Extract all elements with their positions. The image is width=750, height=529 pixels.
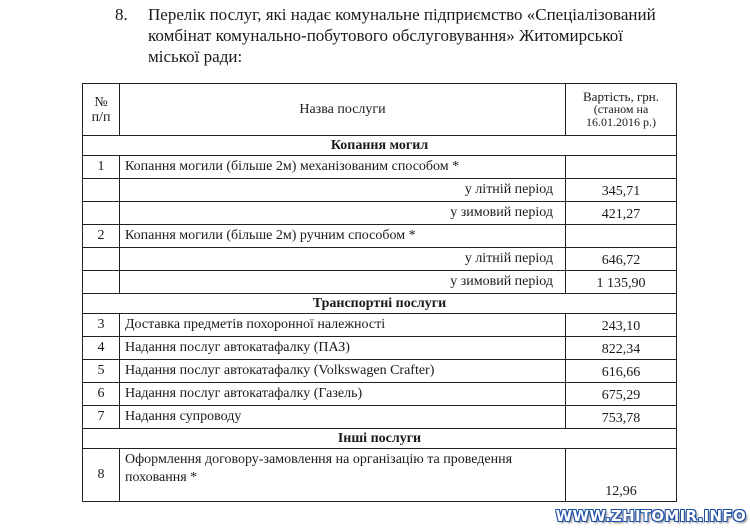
header-number-line: п/п <box>91 109 111 125</box>
row-number: 1 <box>83 156 120 179</box>
table-row <box>83 156 677 179</box>
service-name: у літній період <box>120 179 566 202</box>
service-name: Надання послуг автокатафалку (ПАЗ) <box>120 337 566 360</box>
table-row <box>83 202 677 225</box>
section-row <box>83 136 677 156</box>
section-row <box>83 294 677 314</box>
header-price <box>566 84 677 136</box>
service-price: 12,96 <box>566 449 677 502</box>
service-name: Оформлення договору-замовлення на організацію та проведення поховання * <box>120 449 566 502</box>
table-row <box>83 271 677 294</box>
table-row <box>83 383 677 406</box>
service-price: 421,27 <box>566 202 677 225</box>
heading-line: комбінат комунально-побутового обслуговування» Житомирської <box>148 26 623 45</box>
table-body <box>83 136 677 502</box>
row-number <box>83 248 120 271</box>
table-row <box>83 406 677 429</box>
row-number <box>83 202 120 225</box>
service-name: Надання послуг автокатафалку (Газель) <box>120 383 566 406</box>
service-name: Доставка предметів похоронної належності <box>120 314 566 337</box>
header-number-line: № <box>94 94 108 110</box>
table-row <box>83 314 677 337</box>
row-number: 3 <box>83 314 120 337</box>
services-table <box>82 83 677 502</box>
section-title: Копання могил <box>83 136 677 156</box>
table-row <box>83 360 677 383</box>
row-number <box>83 271 120 294</box>
service-price <box>566 225 677 248</box>
table-row <box>83 337 677 360</box>
row-number: 5 <box>83 360 120 383</box>
service-name: Копання могили (більше 2м) механізованим способом * <box>120 156 566 179</box>
header-price-date: (станом на <box>593 102 649 116</box>
service-name: у зимовий період <box>120 202 566 225</box>
header-price-title: Вартість, грн. <box>583 89 659 104</box>
row-number: 7 <box>83 406 120 429</box>
service-name: Копання могили (більше 2м) ручним способом * <box>120 225 566 248</box>
row-number: 2 <box>83 225 120 248</box>
row-number: 8 <box>83 449 120 502</box>
header-service-name: Назва послуги <box>120 84 566 136</box>
table-header-row <box>83 84 677 136</box>
service-price: 675,29 <box>566 383 677 406</box>
heading-line: Перелік послуг, які надає комунальне підприємство «Спеціалізований <box>148 5 656 24</box>
row-number: 4 <box>83 337 120 360</box>
service-price: 822,34 <box>566 337 677 360</box>
header-price-date: 16.01.2016 р.) <box>586 115 656 129</box>
heading-line: міської ради: <box>148 47 243 66</box>
row-number <box>83 179 120 202</box>
heading-text <box>148 4 738 67</box>
service-price: 616,66 <box>566 360 677 383</box>
heading-number: 8. <box>115 5 128 24</box>
table-row <box>83 225 677 248</box>
service-name: Надання супроводу <box>120 406 566 429</box>
header-number <box>83 84 120 136</box>
table-row <box>83 179 677 202</box>
service-name: у літній період <box>120 248 566 271</box>
service-price: 345,71 <box>566 179 677 202</box>
section-title: Інші послуги <box>83 429 677 449</box>
service-name: у зимовий період <box>120 271 566 294</box>
table-row <box>83 449 677 502</box>
service-price: 753,78 <box>566 406 677 429</box>
table-row <box>83 248 677 271</box>
section-row <box>83 429 677 449</box>
service-price: 646,72 <box>566 248 677 271</box>
service-price: 243,10 <box>566 314 677 337</box>
section-title: Транспортні послуги <box>83 294 677 314</box>
service-price <box>566 156 677 179</box>
site-watermark: WWW.ZHITOMIR.INFO <box>555 507 746 525</box>
service-name: Надання послуг автокатафалку (Volkswagen Crafter) <box>120 360 566 383</box>
service-price: 1 135,90 <box>566 271 677 294</box>
row-number: 6 <box>83 383 120 406</box>
